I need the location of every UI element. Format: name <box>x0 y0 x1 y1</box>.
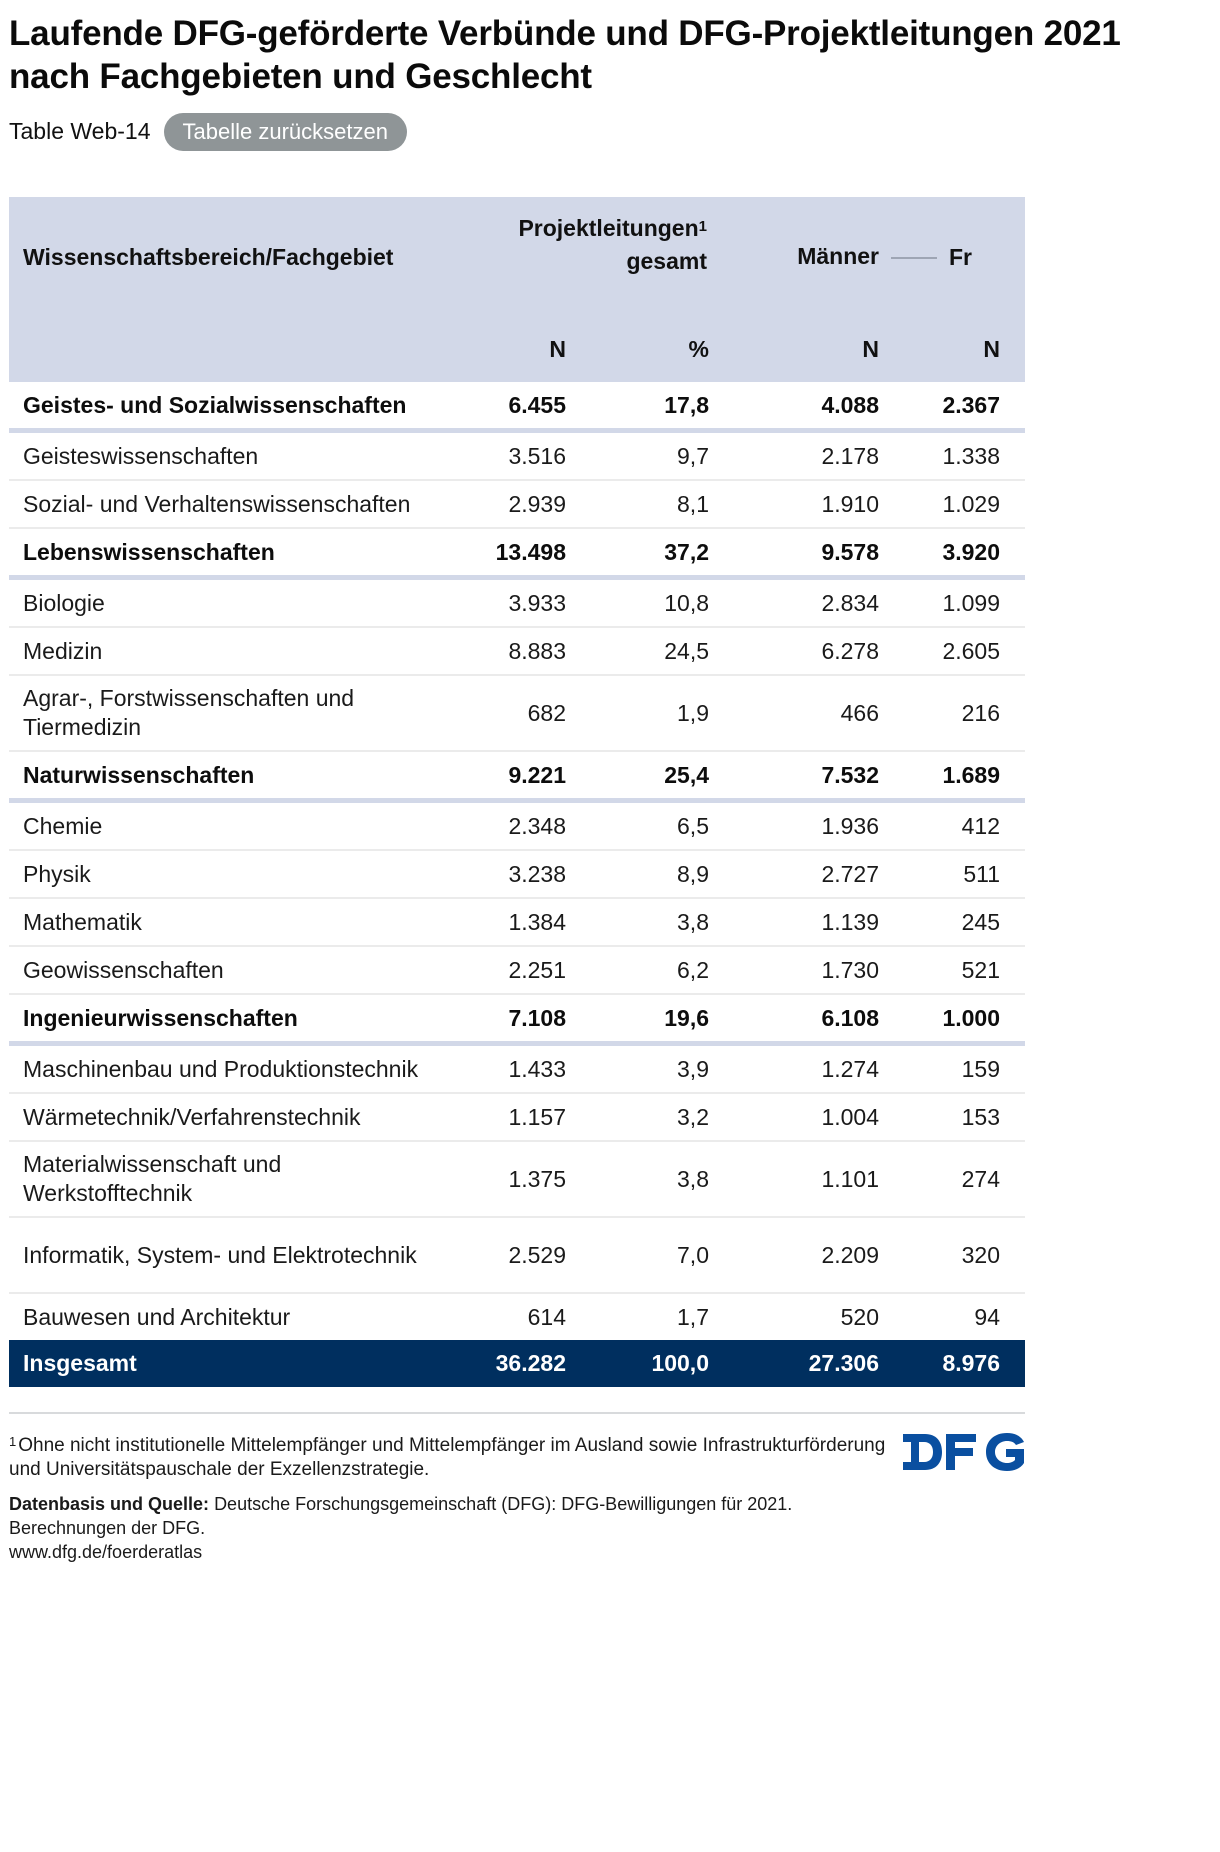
cell-fachgebiet: Lebenswissenschaften <box>9 528 449 578</box>
cell-percent: 25,4 <box>578 751 721 801</box>
cell-maenner: 2.727 <box>721 850 891 898</box>
cell-frauen: 1.029 <box>891 480 1012 528</box>
cell-frauen: 2.605 <box>891 627 1012 675</box>
cell-percent: 8,9 <box>578 850 721 898</box>
footnote-marker: 1 <box>698 218 707 235</box>
cell-n: 2.529 <box>449 1217 578 1293</box>
table-row <box>9 801 1025 851</box>
cell-maenner: 2.834 <box>721 578 891 628</box>
cell-frauen: 274 <box>891 1141 1012 1217</box>
table-row <box>9 1141 1025 1217</box>
cell-percent: 17,8 <box>578 382 721 431</box>
cell-n: 3.238 <box>449 850 578 898</box>
cell-maenner: 1.274 <box>721 1044 891 1094</box>
table-row <box>9 946 1025 994</box>
table-row-group <box>9 751 1025 801</box>
cell-percent: 3,8 <box>578 898 721 946</box>
cell-fachgebiet: Agrar-, Forstwissenschaften und Tiermedizin <box>9 675 449 751</box>
cell-n: 8.883 <box>449 627 578 675</box>
cell-fachgebiet: Geistes- und Sozialwissenschaften <box>9 382 449 431</box>
unit-n: N <box>891 317 1012 382</box>
cell-frauen: 8.976 <box>891 1340 1012 1387</box>
cell-percent: 37,2 <box>578 528 721 578</box>
cell-maenner: 1.936 <box>721 801 891 851</box>
column-header-label: Fr <box>949 243 972 270</box>
cell-maenner: 4.088 <box>721 382 891 431</box>
footer-divider <box>9 1412 1025 1414</box>
cell-fachgebiet: Maschinenbau und Produktionstechnik <box>9 1044 449 1094</box>
cell-fachgebiet: Geowissenschaften <box>9 946 449 994</box>
table-row <box>9 1293 1025 1340</box>
table-header-row <box>9 197 1025 317</box>
data-table-container[interactable] <box>9 197 1025 1387</box>
cell-frauen: 412 <box>891 801 1012 851</box>
cell-frauen: 1.338 <box>891 431 1012 481</box>
cell-frauen: 245 <box>891 898 1012 946</box>
table-row <box>9 431 1025 481</box>
footnote-marker: 1 <box>9 1434 17 1449</box>
unit-percent: % <box>578 317 721 382</box>
subtitle-bar <box>9 112 407 151</box>
footnote-text: Ohne nicht institutionelle Mittelempfänger und Mittelempfänger im Ausland sowie Infrastrukturförderung und Universitätspauschale der Exzellenzstrategie. <box>9 1435 886 1480</box>
unit-n: N <box>449 317 578 382</box>
cell-percent: 24,5 <box>578 627 721 675</box>
source-text: Deutsche Forschungsgemeinschaft (DFG): DFG-Bewilligungen für 2021. <box>214 1494 793 1514</box>
cell-fachgebiet: Ingenieurwissenschaften <box>9 994 449 1044</box>
column-header-label: Projektleitungen <box>518 215 699 241</box>
cell-maenner: 2.209 <box>721 1217 891 1293</box>
table-row <box>9 578 1025 628</box>
cell-fachgebiet: Materialwissenschaft und Werkstofftechnik <box>9 1141 449 1217</box>
cell-percent: 8,1 <box>578 480 721 528</box>
cell-frauen: 511 <box>891 850 1012 898</box>
column-header-frauen[interactable] <box>891 197 1025 317</box>
cell-maenner: 7.532 <box>721 751 891 801</box>
table-row-total <box>9 1340 1025 1387</box>
table-row <box>9 850 1025 898</box>
cell-fachgebiet: Insgesamt <box>9 1340 449 1387</box>
cell-percent: 6,5 <box>578 801 721 851</box>
source-label: Datenbasis und Quelle: <box>9 1494 210 1514</box>
table-row-group <box>9 382 1025 431</box>
table-row <box>9 1044 1025 1094</box>
table-row-group <box>9 528 1025 578</box>
cell-fachgebiet: Bauwesen und Architektur <box>23 1303 291 1330</box>
cell-fachgebiet: Geisteswissenschaften <box>9 431 449 481</box>
table-row <box>9 898 1025 946</box>
table-row-group <box>9 994 1025 1044</box>
data-table <box>9 197 1025 1387</box>
cell-maenner: 466 <box>721 675 891 751</box>
cell-frauen: 521 <box>891 946 1012 994</box>
cell-n: 1.433 <box>449 1044 578 1094</box>
footnote <box>9 1434 889 1482</box>
cell-percent: 3,8 <box>578 1141 721 1217</box>
column-header-maenner[interactable] <box>721 197 891 317</box>
cell-n: 3.516 <box>449 431 578 481</box>
table-row <box>9 627 1025 675</box>
table-row <box>9 480 1025 528</box>
cell-fachgebiet: Physik <box>9 850 449 898</box>
cell-maenner: 6.278 <box>721 627 891 675</box>
unit-n: N <box>721 317 891 382</box>
cell-maenner: 6.108 <box>721 994 891 1044</box>
cell-frauen: 2.367 <box>891 382 1012 431</box>
cell-frauen: 320 <box>891 1217 1012 1293</box>
cell-frauen: 1.099 <box>891 578 1012 628</box>
cell-percent: 3,2 <box>578 1093 721 1141</box>
cell-frauen: 1.689 <box>891 751 1012 801</box>
column-header-label: gesamt <box>626 248 707 274</box>
cell-n: 2.348 <box>449 801 578 851</box>
dfg-logo <box>903 1428 1025 1476</box>
column-header-label: Wissenschaftsbereich/Fachgebiet <box>23 243 394 270</box>
cell-maenner: 2.178 <box>721 431 891 481</box>
source-url[interactable]: www.dfg.de/foerderatlas <box>9 1542 203 1562</box>
cell-n: 2.251 <box>449 946 578 994</box>
cell-maenner: 1.910 <box>721 480 891 528</box>
cell-frauen: 1.000 <box>891 994 1012 1044</box>
cell-percent: 6,2 <box>578 946 721 994</box>
cell-fachgebiet: Medizin <box>9 627 449 675</box>
cell-n: 1.157 <box>449 1093 578 1141</box>
table-row <box>9 675 1025 751</box>
cell-n: 682 <box>449 675 578 751</box>
cell-maenner: 27.306 <box>721 1340 891 1387</box>
cell-maenner: 1.139 <box>721 898 891 946</box>
divider-line <box>891 257 937 259</box>
cell-percent: 3,9 <box>578 1044 721 1094</box>
table-id: Table Web-14 <box>9 118 151 144</box>
cell-frauen: 3.920 <box>891 528 1012 578</box>
table-body <box>9 382 1025 1387</box>
cell-fachgebiet: Biologie <box>9 578 449 628</box>
table-unit-row <box>9 317 1025 382</box>
cell-n: 6.455 <box>449 382 578 431</box>
cell-n: 1.384 <box>449 898 578 946</box>
cell-fachgebiet: Wärmetechnik/Verfahrenstechnik <box>9 1093 449 1141</box>
cell-maenner: 1.730 <box>721 946 891 994</box>
cell-fachgebiet: Naturwissenschaften <box>9 751 449 801</box>
cell-n: 13.498 <box>449 528 578 578</box>
cell-frauen: 216 <box>891 675 1012 751</box>
cell-percent: 19,6 <box>578 994 721 1044</box>
cell-percent: 9,7 <box>578 431 721 481</box>
cell-frauen: 153 <box>891 1093 1012 1141</box>
column-header-fachgebiet[interactable] <box>9 197 449 317</box>
cell-frauen: 94 <box>974 1303 1000 1330</box>
cell-fachgebiet: Informatik, System- und Elektrotechnik <box>9 1217 449 1293</box>
table-row <box>9 1093 1025 1141</box>
cell-fachgebiet: Chemie <box>9 801 449 851</box>
page-title: Laufende DFG-geförderte Verbünde und DFG-Projektleitungen 2021 nach Fachgebieten und Geschlecht <box>9 14 1121 96</box>
source-note <box>9 1492 909 1564</box>
cell-maenner: 520 <box>840 1303 879 1330</box>
cell-n: 9.221 <box>449 751 578 801</box>
cell-percent: 1,7 <box>677 1303 709 1330</box>
cell-percent: 7,0 <box>578 1217 721 1293</box>
cell-percent: 100,0 <box>578 1340 721 1387</box>
reset-table-button[interactable]: Tabelle zurücksetzen <box>164 113 407 151</box>
cell-n: 36.282 <box>449 1340 578 1387</box>
cell-n: 1.375 <box>449 1141 578 1217</box>
table-row <box>9 1217 1025 1293</box>
cell-percent: 10,8 <box>578 578 721 628</box>
cell-n: 7.108 <box>449 994 578 1044</box>
cell-frauen: 159 <box>891 1044 1012 1094</box>
cell-fachgebiet: Sozial- und Verhaltenswissenschaften <box>9 480 449 528</box>
cell-maenner: 9.578 <box>721 528 891 578</box>
cell-percent: 1,9 <box>578 675 721 751</box>
cell-n: 614 <box>527 1303 566 1330</box>
cell-n: 3.933 <box>449 578 578 628</box>
cell-maenner: 1.004 <box>721 1093 891 1141</box>
cell-n: 2.939 <box>449 480 578 528</box>
cell-fachgebiet: Mathematik <box>9 898 449 946</box>
cell-maenner: 1.101 <box>721 1141 891 1217</box>
column-header-label: Männer <box>797 243 879 269</box>
source-line2: Berechnungen der DFG. <box>9 1518 206 1538</box>
column-header-projektleitungen[interactable] <box>449 197 721 317</box>
